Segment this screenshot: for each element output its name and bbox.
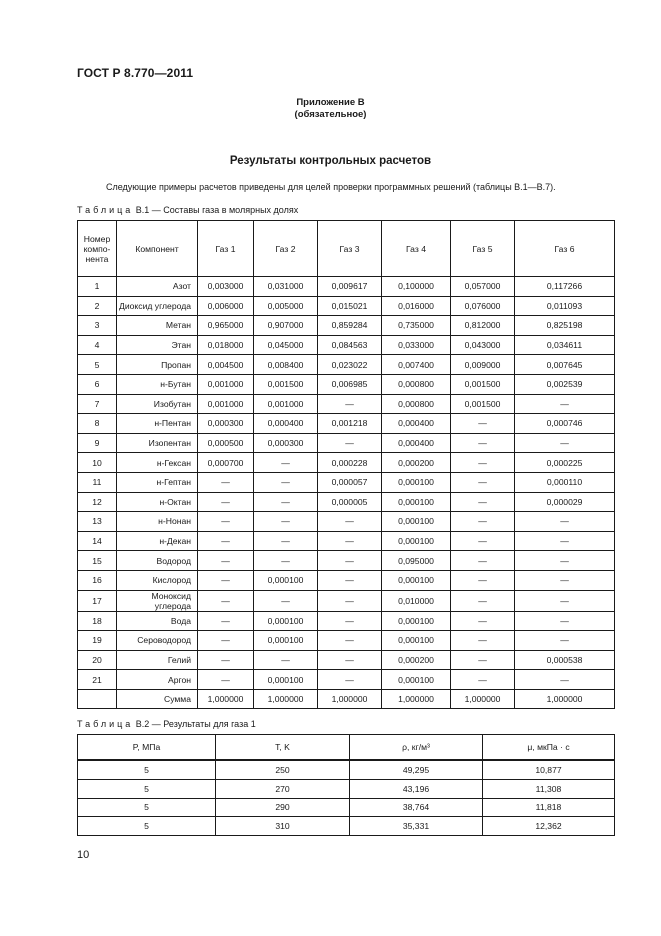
fraction-cell: — [515,512,615,532]
fraction-cell: 0,057000 [451,277,515,297]
component-number-cell: 17 [78,590,117,611]
fraction-cell: 0,076000 [451,296,515,316]
column-header: T, K [216,735,350,761]
table-cell: 5 [78,798,216,817]
fraction-cell: 0,001500 [451,394,515,414]
fraction-cell: — [254,650,318,670]
fraction-cell: — [254,531,318,551]
fraction-cell: 0,907000 [254,316,318,336]
fraction-cell: 0,000100 [382,492,451,512]
fraction-cell: — [451,492,515,512]
gas1-results-table [77,734,615,836]
component-name-cell: н-Октан [117,492,198,512]
table1-header-row [78,221,615,277]
gas-composition-table [77,220,615,709]
component-number-cell [78,689,117,709]
component-number-cell: 4 [78,335,117,355]
table-row [78,531,615,551]
component-number-cell: 13 [78,512,117,532]
fraction-cell: — [515,531,615,551]
table-cell: 310 [216,817,350,836]
component-name-cell: Моноксид углерода [117,590,198,611]
table-row [78,590,615,611]
table-row [78,433,615,453]
fraction-cell: — [198,650,254,670]
fraction-cell: — [318,631,382,651]
fraction-cell: 0,084563 [318,335,382,355]
fraction-cell: 0,009000 [451,355,515,375]
fraction-cell: 0,100000 [382,277,451,297]
table-row [78,414,615,434]
fraction-cell: — [198,472,254,492]
fraction-cell: — [318,551,382,571]
fraction-cell: — [451,433,515,453]
component-number-cell: 19 [78,631,117,651]
fraction-cell: 0,023022 [318,355,382,375]
fraction-cell: — [254,453,318,473]
fraction-cell: 0,000100 [382,670,451,690]
component-name-cell: Вода [117,611,198,631]
fraction-cell: — [254,492,318,512]
component-name-cell: н-Гептан [117,472,198,492]
table-row [78,611,615,631]
component-name-cell: Сероводород [117,631,198,651]
fraction-cell: 0,000225 [515,453,615,473]
component-name-cell: н-Нонан [117,512,198,532]
fraction-cell: — [515,551,615,571]
fraction-cell: — [451,570,515,590]
component-number-cell: 7 [78,394,117,414]
component-name-cell: н-Декан [117,531,198,551]
column-header: μ, мкПа · с [483,735,615,761]
fraction-cell: 0,000500 [198,433,254,453]
fraction-cell: — [198,492,254,512]
table-row [78,512,615,532]
column-header: Газ 2 [254,221,318,277]
fraction-cell: 0,006985 [318,374,382,394]
annex-heading [0,97,661,121]
fraction-cell: 0,031000 [254,277,318,297]
fraction-cell: 0,018000 [198,335,254,355]
component-name-cell: Аргон [117,670,198,690]
table-row [78,296,615,316]
fraction-cell: 0,825198 [515,316,615,336]
fraction-cell: 1,000000 [451,689,515,709]
component-number-cell: 2 [78,296,117,316]
fraction-cell: 0,001500 [254,374,318,394]
table1-body [78,277,615,709]
fraction-cell: 0,043000 [451,335,515,355]
fraction-cell: 0,000200 [382,650,451,670]
fraction-cell: 0,000100 [382,570,451,590]
fraction-cell: — [318,531,382,551]
table-row [78,335,615,355]
table-row [78,779,615,798]
table-row [78,394,615,414]
column-header: ρ, кг/м³ [350,735,483,761]
fraction-cell: 0,000538 [515,650,615,670]
fraction-cell: 0,008400 [254,355,318,375]
component-number-cell: 18 [78,611,117,631]
fraction-cell: — [451,551,515,571]
fraction-cell: 0,000110 [515,472,615,492]
table-row [78,631,615,651]
table-row [78,472,615,492]
table-row [78,453,615,473]
fraction-cell: 0,009617 [318,277,382,297]
column-header: Газ 4 [382,221,451,277]
table2-caption [77,719,256,729]
component-name-cell: Гелий [117,650,198,670]
table-cell: 35,331 [350,817,483,836]
fraction-cell: 0,001000 [198,374,254,394]
fraction-cell: 1,000000 [515,689,615,709]
fraction-cell: 0,045000 [254,335,318,355]
fraction-cell: 0,000400 [382,414,451,434]
fraction-cell: — [318,570,382,590]
component-name-cell: Азот [117,277,198,297]
fraction-cell: — [515,570,615,590]
table2-header-row [78,735,615,761]
table-row [78,760,615,779]
component-name-cell: Диоксид углерода [117,296,198,316]
fraction-cell: 0,965000 [198,316,254,336]
fraction-cell: — [198,512,254,532]
table-row [78,374,615,394]
component-number-cell: 6 [78,374,117,394]
fraction-cell: 0,000100 [254,611,318,631]
table-cell: 5 [78,779,216,798]
component-number-cell: 21 [78,670,117,690]
fraction-cell: 0,000100 [382,531,451,551]
fraction-cell: 0,000800 [382,394,451,414]
table1-caption [77,205,298,215]
table-row [78,277,615,297]
section-title: Результаты контрольных расчетов [229,155,432,167]
table-row [78,316,615,336]
component-name-cell: Метан [117,316,198,336]
table-row [78,492,615,512]
component-number-cell: 11 [78,472,117,492]
fraction-cell: 0,000100 [382,512,451,532]
fraction-cell: — [318,650,382,670]
fraction-cell: — [451,531,515,551]
fraction-cell: 0,001500 [451,374,515,394]
table1-caption-word: Таблица [77,205,134,215]
table-cell: 12,362 [483,817,615,836]
component-name-cell: Сумма [117,689,198,709]
component-number-cell: 12 [78,492,117,512]
table-row [78,817,615,836]
table-cell: 49,295 [350,760,483,779]
fraction-cell: 0,000100 [254,631,318,651]
fraction-cell: 0,002539 [515,374,615,394]
fraction-cell: 0,003000 [198,277,254,297]
table-cell: 270 [216,779,350,798]
fraction-cell: — [198,670,254,690]
fraction-cell: — [451,472,515,492]
fraction-cell: 0,000029 [515,492,615,512]
fraction-cell: 0,034611 [515,335,615,355]
fraction-cell: — [451,650,515,670]
fraction-cell: 0,812000 [451,316,515,336]
fraction-cell: 0,095000 [382,551,451,571]
table-row [78,355,615,375]
component-number-cell: 9 [78,433,117,453]
fraction-cell: 0,000700 [198,453,254,473]
fraction-cell: — [254,590,318,611]
fraction-cell: 0,001000 [254,394,318,414]
table-cell: 11,818 [483,798,615,817]
fraction-cell: — [198,590,254,611]
annex-title: Приложение В [296,97,365,108]
table-cell: 38,764 [350,798,483,817]
component-number-cell: 1 [78,277,117,297]
fraction-cell: — [515,590,615,611]
component-name-cell: Водород [117,551,198,571]
fraction-cell: — [318,670,382,690]
fraction-cell: 1,000000 [198,689,254,709]
table-row [78,798,615,817]
fraction-cell: — [198,631,254,651]
table-row [78,650,615,670]
table-cell: 5 [78,760,216,779]
fraction-cell: 0,000057 [318,472,382,492]
table-row [78,689,615,709]
fraction-cell: — [451,590,515,611]
component-number-cell: 15 [78,551,117,571]
column-header: Номер компо-нента [78,221,117,277]
fraction-cell: — [198,531,254,551]
column-header: Газ 6 [515,221,615,277]
fraction-cell: 0,000100 [254,570,318,590]
component-number-cell: 5 [78,355,117,375]
fraction-cell: 0,000005 [318,492,382,512]
annex-status: (обязательное) [294,109,367,120]
fraction-cell: 0,000300 [254,433,318,453]
fraction-cell: 0,000400 [254,414,318,434]
fraction-cell: 0,000300 [198,414,254,434]
fraction-cell: — [451,631,515,651]
fraction-cell: — [198,551,254,571]
fraction-cell: 0,000400 [382,433,451,453]
fraction-cell: — [451,414,515,434]
table1-caption-text: В.1 — Составы газа в молярных долях [133,205,299,215]
fraction-cell: — [198,611,254,631]
fraction-cell: 0,859284 [318,316,382,336]
fraction-cell: — [451,512,515,532]
fraction-cell: 0,000100 [382,631,451,651]
fraction-cell: — [254,512,318,532]
column-header: Газ 3 [318,221,382,277]
fraction-cell: 0,000746 [515,414,615,434]
table-row [78,670,615,690]
table-row [78,570,615,590]
fraction-cell: 0,006000 [198,296,254,316]
component-name-cell: Этан [117,335,198,355]
component-number-cell: 20 [78,650,117,670]
table-cell: 290 [216,798,350,817]
component-name-cell: н-Гексан [117,453,198,473]
fraction-cell: 0,000100 [254,670,318,690]
table-cell: 43,196 [350,779,483,798]
table2-body [78,760,615,836]
component-number-cell: 8 [78,414,117,434]
component-number-cell: 10 [78,453,117,473]
fraction-cell: — [451,611,515,631]
section-intro: Следующие примеры расчетов приведены для целей проверки программных решений (таблицы В.1—В.7). [106,182,556,192]
column-header: P, МПа [78,735,216,761]
fraction-cell: — [515,631,615,651]
fraction-cell: 0,000228 [318,453,382,473]
fraction-cell: 0,005000 [254,296,318,316]
fraction-cell: 0,001000 [198,394,254,414]
fraction-cell: — [515,611,615,631]
table2-caption-text: В.2 — Результаты для газа 1 [133,719,256,729]
page-number: 10 [77,849,90,861]
fraction-cell: 0,033000 [382,335,451,355]
fraction-cell: — [451,453,515,473]
fraction-cell: 0,007645 [515,355,615,375]
component-number-cell: 3 [78,316,117,336]
table-cell: 11,308 [483,779,615,798]
fraction-cell: — [318,611,382,631]
fraction-cell: — [254,472,318,492]
component-name-cell: н-Пентан [117,414,198,434]
component-name-cell: Пропан [117,355,198,375]
table-cell: 10,877 [483,760,615,779]
fraction-cell: 1,000000 [382,689,451,709]
fraction-cell: — [254,551,318,571]
fraction-cell: — [318,433,382,453]
fraction-cell: 1,000000 [318,689,382,709]
column-header: Газ 1 [198,221,254,277]
fraction-cell: 0,117266 [515,277,615,297]
component-name-cell: Изобутан [117,394,198,414]
fraction-cell: — [318,590,382,611]
table-cell: 5 [78,817,216,836]
fraction-cell: 0,004500 [198,355,254,375]
fraction-cell: 0,010000 [382,590,451,611]
fraction-cell: 0,000100 [382,472,451,492]
fraction-cell: 0,015021 [318,296,382,316]
fraction-cell: — [515,670,615,690]
table-row [78,551,615,571]
component-name-cell: н-Бутан [117,374,198,394]
fraction-cell: — [515,433,615,453]
fraction-cell: — [451,670,515,690]
fraction-cell: — [515,394,615,414]
fraction-cell: 0,016000 [382,296,451,316]
fraction-cell: 0,007400 [382,355,451,375]
fraction-cell: 0,000800 [382,374,451,394]
fraction-cell: 0,000100 [382,611,451,631]
fraction-cell: 0,000200 [382,453,451,473]
table-cell: 250 [216,760,350,779]
fraction-cell: — [318,512,382,532]
fraction-cell: — [198,570,254,590]
document-id: ГОСТ Р 8.770—2011 [77,66,194,80]
component-number-cell: 14 [78,531,117,551]
table2-caption-word: Таблица [77,719,134,729]
fraction-cell: 0,001218 [318,414,382,434]
fraction-cell: 0,011093 [515,296,615,316]
fraction-cell: 0,735000 [382,316,451,336]
column-header: Газ 5 [451,221,515,277]
fraction-cell: — [318,394,382,414]
component-number-cell: 16 [78,570,117,590]
column-header: Компонент [117,221,198,277]
component-name-cell: Изопентан [117,433,198,453]
fraction-cell: 1,000000 [254,689,318,709]
component-name-cell: Кислород [117,570,198,590]
